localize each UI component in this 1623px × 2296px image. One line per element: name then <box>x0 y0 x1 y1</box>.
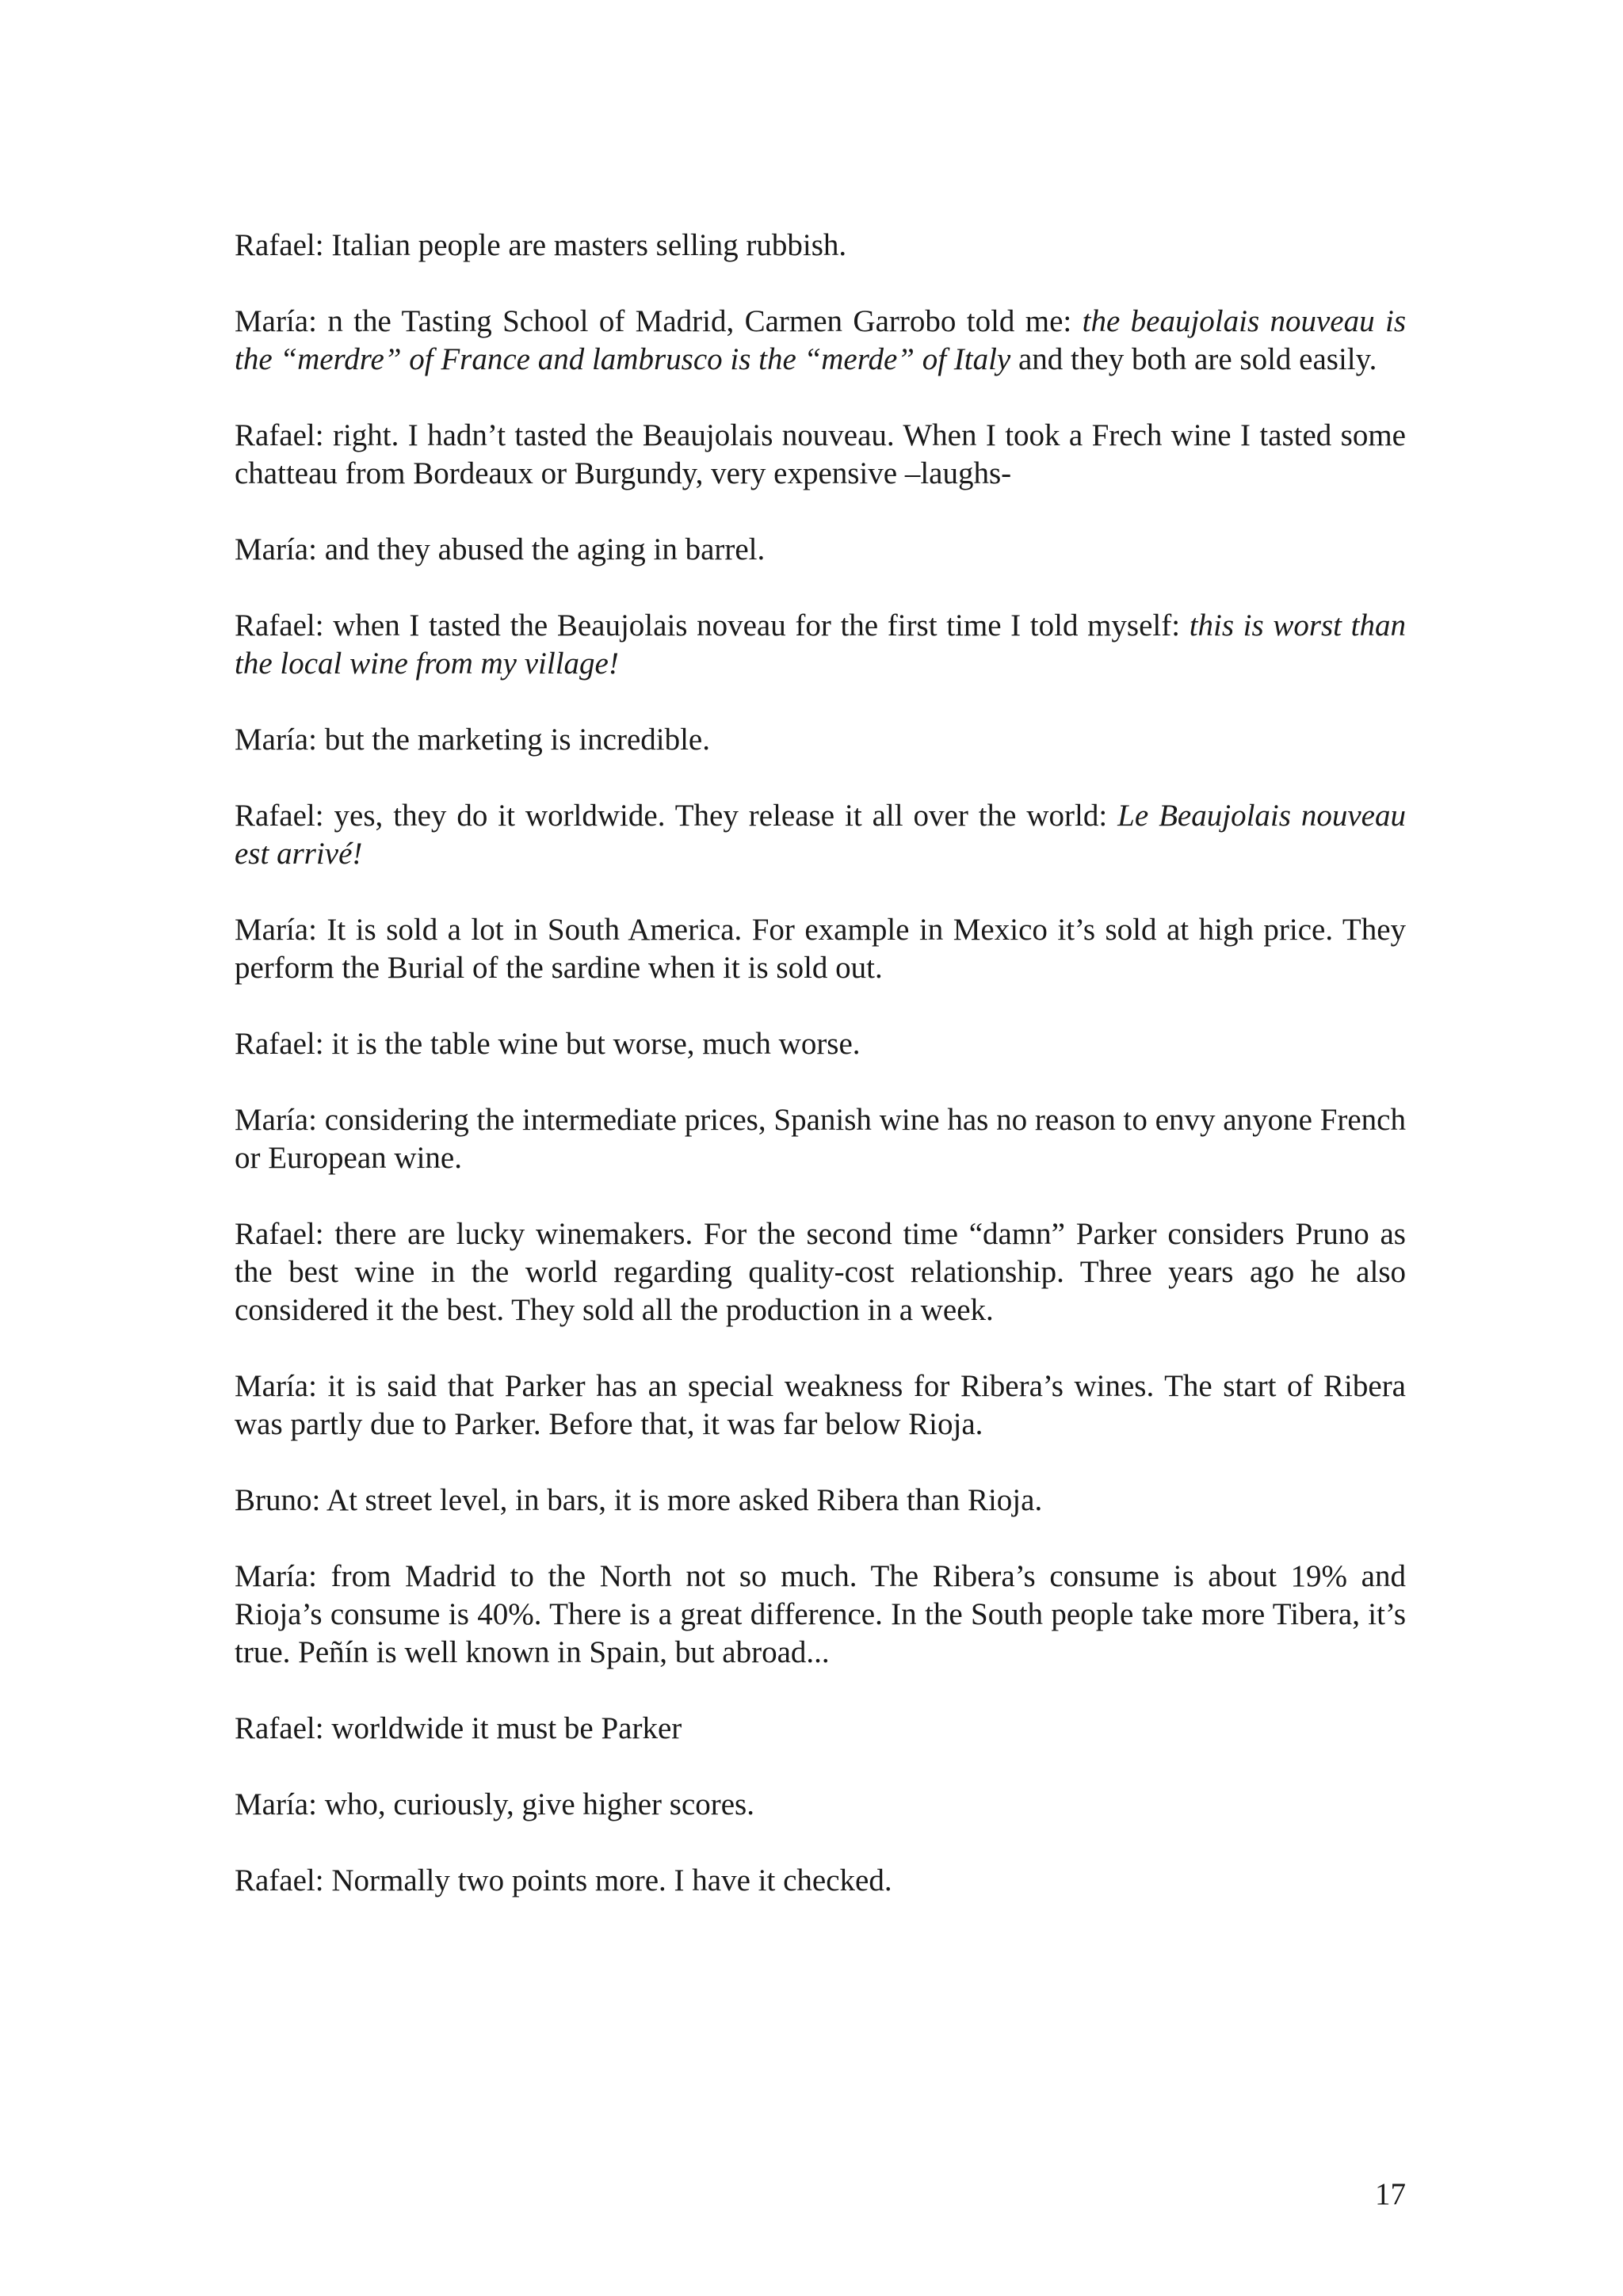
speaker-name: Rafael <box>235 1711 315 1745</box>
dialogue-paragraph <box>235 911 1406 987</box>
dialogue-body <box>235 227 1406 1938</box>
dialogue-paragraph <box>235 1215 1406 1329</box>
spoken-text: : when I tasted the Beaujolais noveau for the first time I told myself: <box>315 608 1190 643</box>
speaker-name: Rafael <box>235 608 315 643</box>
speaker-name: María <box>235 1559 309 1593</box>
spoken-text: : Normally two points more. I have it checked. <box>315 1863 892 1897</box>
dialogue-paragraph <box>235 1710 1406 1748</box>
speaker-name: Rafael <box>235 799 315 833</box>
dialogue-paragraph <box>235 227 1406 265</box>
speaker-name: Rafael <box>235 1217 315 1251</box>
dialogue-paragraph <box>235 1482 1406 1520</box>
dialogue-paragraph <box>235 1862 1406 1900</box>
spoken-text: : and they abused the aging in barrel. <box>308 532 766 566</box>
dialogue-paragraph <box>235 1367 1406 1444</box>
dialogue-paragraph <box>235 721 1406 759</box>
spoken-text: : from Madrid to the North not so much. The Ribera’s consume is about 19% and Rioja’s consume is 40%. There is a great difference. In the South people take more Tibera, it’s true. Peñín is well known in Spain, but abroad... <box>235 1559 1406 1669</box>
quoted-italic-text: Le Beaujolais nouveau est arrivé! <box>235 799 1406 871</box>
dialogue-paragraph <box>235 1558 1406 1672</box>
spoken-text: : but the marketing is incredible. <box>308 723 710 757</box>
speaker-name: Rafael <box>235 1863 315 1897</box>
page-number: 17 <box>1375 2177 1406 2211</box>
speaker-name: María <box>235 723 309 757</box>
spoken-text: and they both are sold easily. <box>1010 342 1377 376</box>
dialogue-paragraph <box>235 417 1406 493</box>
spoken-text: : n the Tasting School of Madrid, Carmen Garrobo told me: <box>308 304 1083 338</box>
dialogue-paragraph <box>235 303 1406 379</box>
dialogue-paragraph <box>235 1025 1406 1063</box>
spoken-text: : there are lucky winemakers. For the second time “damn” Parker considers Pruno as the best wine in the world regarding quality-cost relationship. Three years ago he also considered it the best. They sold all the production in a week. <box>235 1217 1406 1327</box>
speaker-name: Rafael <box>235 418 315 452</box>
speaker-name: María <box>235 1787 309 1821</box>
spoken-text: : considering the intermediate prices, Spanish wine has no reason to envy anyone French or European wine. <box>235 1103 1406 1175</box>
spoken-text: : Italian people are masters selling rubbish. <box>315 228 847 262</box>
quoted-italic-text: this is worst than the local wine from my village! <box>235 608 1406 681</box>
speaker-name: María <box>235 913 309 947</box>
quoted-italic-text: the beaujolais nouveau is the “merdre” of France and lambrusco is the “merde” of Italy <box>235 304 1406 376</box>
speaker-name: Bruno <box>235 1483 312 1517</box>
spoken-text: : yes, they do it worldwide. They release it all over the world: <box>315 799 1118 833</box>
speaker-name: María <box>235 1369 309 1403</box>
dialogue-paragraph <box>235 607 1406 683</box>
speaker-name: María <box>235 532 309 566</box>
dialogue-paragraph <box>235 1786 1406 1824</box>
speaker-name: María <box>235 304 309 338</box>
dialogue-paragraph <box>235 1101 1406 1177</box>
speaker-name: María <box>235 1103 309 1137</box>
spoken-text: : who, curiously, give higher scores. <box>308 1787 754 1821</box>
spoken-text: : it is the table wine but worse, much worse. <box>315 1027 861 1061</box>
dialogue-paragraph <box>235 531 1406 569</box>
speaker-name: Rafael <box>235 228 315 262</box>
dialogue-paragraph <box>235 797 1406 873</box>
spoken-text: : It is sold a lot in South America. For example in Mexico it’s sold at high price. They perform the Burial of the sardine when it is sold out. <box>235 913 1406 985</box>
spoken-text: : it is said that Parker has an special weakness for Ribera’s wines. The start of Ribera was partly due to Parker. Before that, it was far below Rioja. <box>235 1369 1406 1441</box>
spoken-text: : worldwide it must be Parker <box>315 1711 682 1745</box>
spoken-text: : At street level, in bars, it is more asked Ribera than Rioja. <box>311 1483 1043 1517</box>
spoken-text: : right. I hadn’t tasted the Beaujolais nouveau. When I took a Frech wine I tasted some chatteau from Bordeaux or Burgundy, very expensive –laughs- <box>235 418 1406 490</box>
speaker-name: Rafael <box>235 1027 315 1061</box>
